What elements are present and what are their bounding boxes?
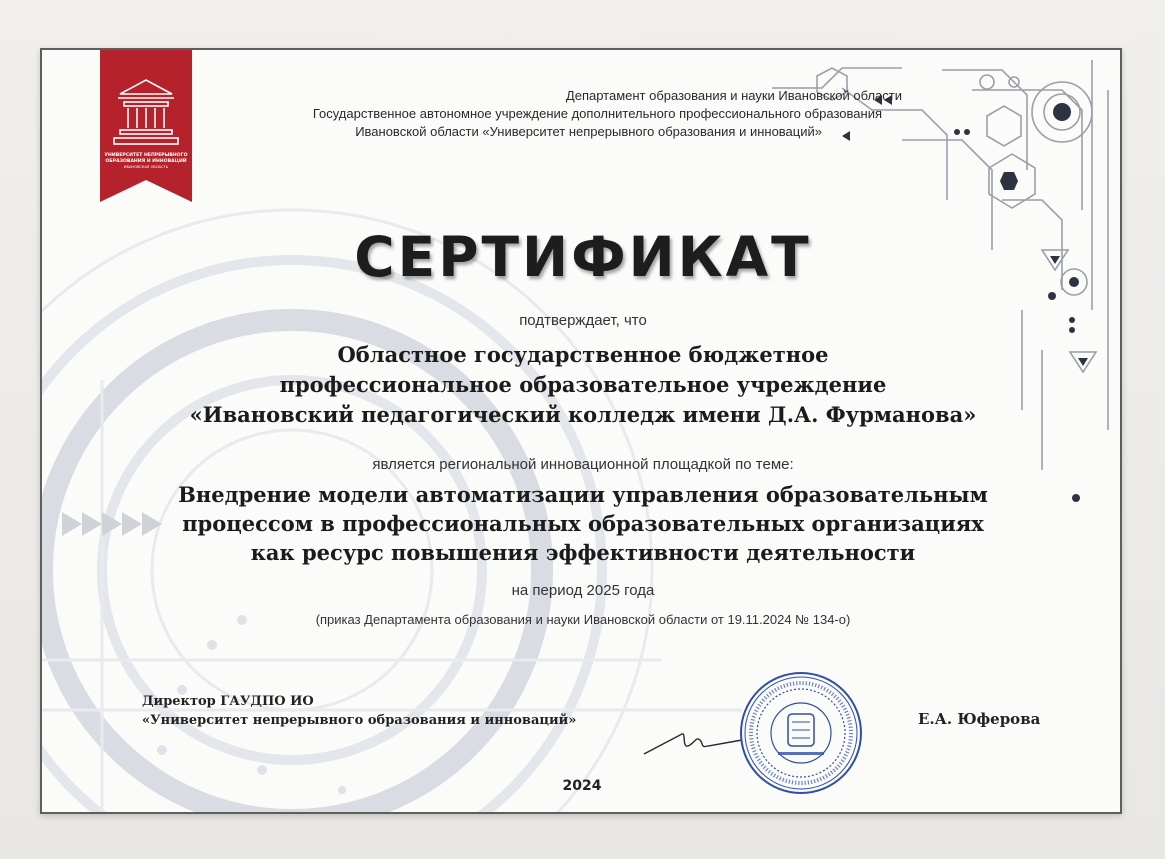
university-logo xyxy=(100,50,192,202)
signatory-position xyxy=(142,692,576,730)
svg-text:ОБРАЗОВАНИЯ И ИННОВАЦИЙ: ОБРАЗОВАНИЯ И ИННОВАЦИЙ xyxy=(105,159,187,164)
confirms-text: подтверждает, что xyxy=(519,312,647,329)
department-name: Департамент образования и науки Ивановской области xyxy=(565,88,902,103)
theme-line-3: как ресурс повышения эффективности деятельности xyxy=(250,540,916,565)
institution-name-line2: Ивановской области «Университет непрерывного образования и инноваций» xyxy=(355,124,822,139)
status-text: является региональной инновационной площадкой по теме: xyxy=(372,456,794,473)
theme-line-1: Внедрение модели автоматизации управления образовательным xyxy=(178,482,988,507)
theme-line-2: процессом в профессиональных образовательных организациях xyxy=(182,511,984,536)
certificate-sheet xyxy=(40,48,1122,814)
position-line-2: «Университет непрерывного образования и инноваций» xyxy=(142,713,577,728)
signatory-name: Е.А. Юферова xyxy=(918,710,1041,728)
svg-text:ИВАНОВСКАЯ ОБЛАСТЬ: ИВАНОВСКАЯ ОБЛАСТЬ xyxy=(123,165,169,169)
institution-name-line1: Государственное автономное учреждение дополнительного профессионального образования xyxy=(312,106,882,121)
handwritten-signature-icon xyxy=(642,718,752,758)
period-text: на период 2025 года xyxy=(511,582,655,599)
round-seal-stamp-icon xyxy=(738,670,864,796)
certificate-year: 2024 xyxy=(562,778,602,794)
org-line-3: «Ивановский педагогический колледж имени Д.А. Фурманова» xyxy=(189,402,977,427)
certificate-title: СЕРТИФИКАТ xyxy=(354,225,812,289)
building-columns-icon xyxy=(100,50,192,202)
order-reference: (приказ Департамента образования и науки Ивановской области от 19.11.2024 № 134-о) xyxy=(315,612,851,627)
org-line-2: профессиональное образовательное учреждение xyxy=(279,372,887,397)
org-line-1: Областное государственное бюджетное xyxy=(337,342,829,367)
svg-text:УНИВЕРСИТЕТ НЕПРЕРЫВНОГО: УНИВЕРСИТЕТ НЕПРЕРЫВНОГО xyxy=(104,153,188,158)
position-line-1: Директор ГАУДПО ИО xyxy=(142,694,314,709)
